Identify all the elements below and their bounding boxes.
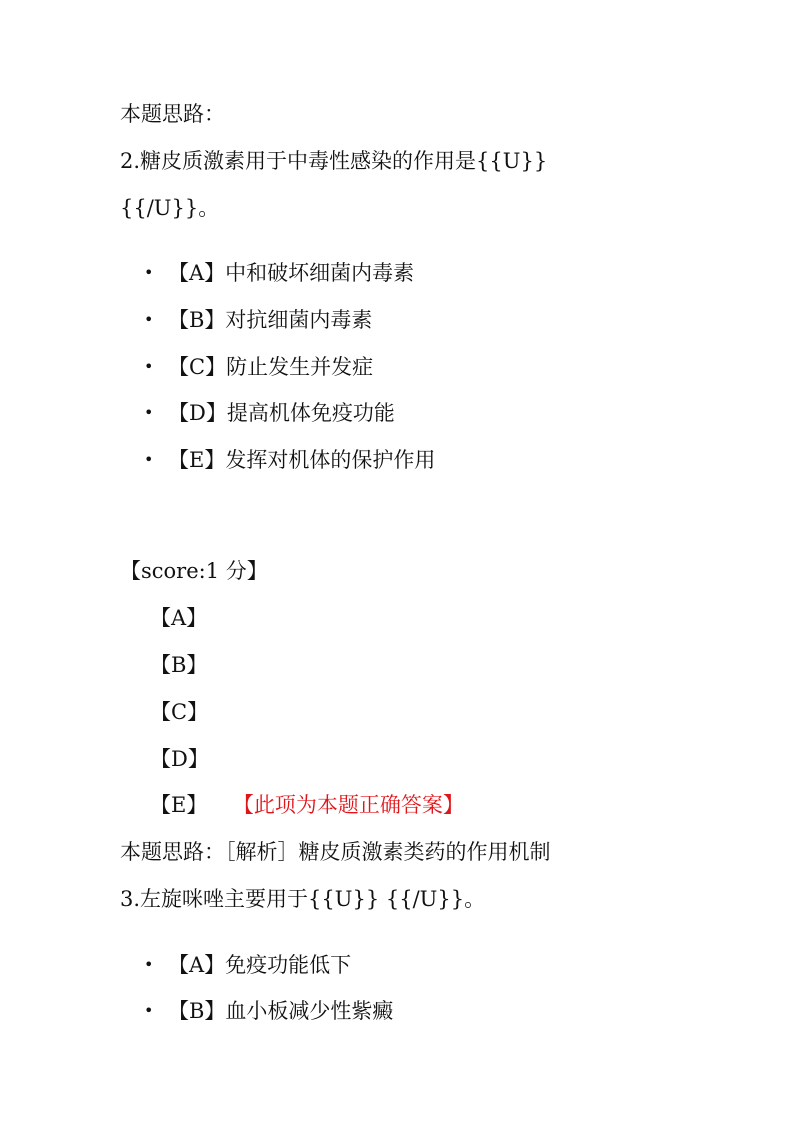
q2-stem-line1: 2.糖皮质激素用于中毒性感染的作用是{{U}}: [120, 149, 548, 173]
q2-option-a: • 【A】中和破坏细菌内毒素: [144, 261, 415, 285]
bullet-icon: •: [144, 310, 154, 329]
correct-answer-mark: 【此项为本题正确答案】: [243, 793, 464, 817]
q2-answer-b: 【B】: [150, 653, 208, 677]
bullet-icon: •: [144, 955, 154, 974]
q2-option-b: • 【B】对抗细菌内毒素: [144, 308, 373, 332]
q2-option-d: • 【D】提高机体免疫功能: [144, 401, 395, 425]
q2-option-c: • 【C】防止发生并发症: [144, 355, 374, 379]
bullet-icon: •: [144, 263, 154, 282]
bullet-icon: •: [144, 403, 154, 422]
q3-option-b: • 【B】血小板减少性紫癜: [144, 999, 394, 1023]
q2-score: 【score:1 分】: [120, 559, 268, 583]
q2-answer-a: 【A】: [150, 606, 208, 630]
q1-thinking: 本题思路：: [120, 102, 225, 126]
bullet-icon: •: [144, 1001, 154, 1020]
bullet-icon: •: [144, 450, 154, 469]
q2-stem-line2: {{/U}}。: [120, 196, 220, 220]
q2-thinking: 本题思路：［解析］糖皮质激素类药的作用机制: [120, 840, 551, 864]
bullet-icon: •: [144, 357, 154, 376]
q2-answer-c: 【C】: [150, 700, 209, 724]
q3-option-a: • 【A】免疫功能低下: [144, 953, 352, 977]
q3-stem: 3.左旋咪唑主要用于{{U}} {{/U}}。: [120, 887, 486, 911]
q2-answer-d: 【D】: [150, 747, 209, 771]
q2-option-e: • 【E】发挥对机体的保护作用: [144, 448, 436, 472]
q2-answer-e: 【E】 【此项为本题正确答案】: [150, 793, 464, 817]
